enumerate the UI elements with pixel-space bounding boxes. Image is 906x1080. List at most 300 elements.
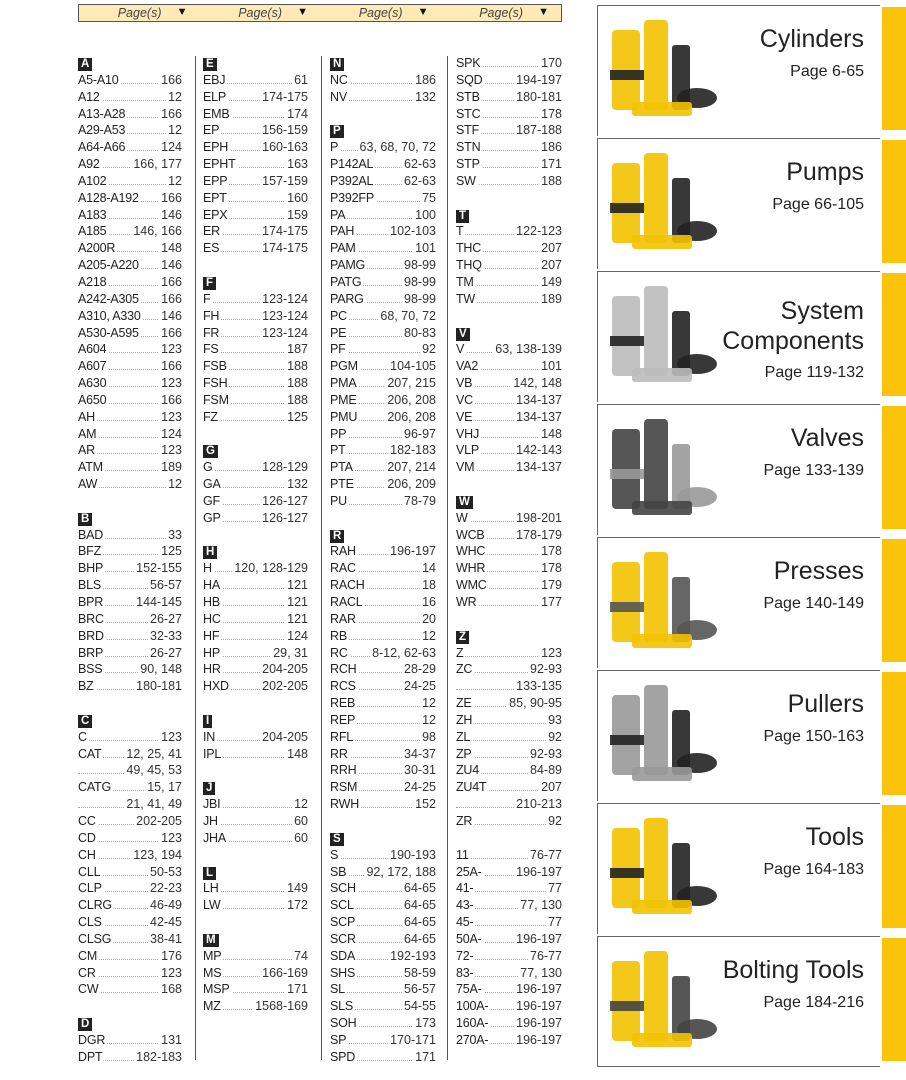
- index-entry[interactable]: [78, 527, 182, 544]
- index-entry[interactable]: [330, 678, 436, 695]
- page-reference: 170: [541, 56, 562, 70]
- index-entry[interactable]: [456, 560, 562, 577]
- index-entry[interactable]: [330, 948, 436, 965]
- index-entry[interactable]: [330, 291, 436, 308]
- index-entry[interactable]: [78, 207, 182, 224]
- category-panel[interactable]: [597, 5, 880, 136]
- index-entry[interactable]: [456, 139, 562, 156]
- section-letter-header: [78, 510, 182, 527]
- index-entry[interactable]: [203, 678, 308, 695]
- model-code: 45-: [456, 915, 474, 930]
- index-entry[interactable]: [78, 223, 182, 240]
- index-entry[interactable]: [456, 931, 562, 948]
- index-entry[interactable]: [456, 527, 562, 544]
- index-entry[interactable]: [330, 880, 436, 897]
- index-entry[interactable]: [456, 577, 562, 594]
- page-reference: 178: [541, 544, 562, 559]
- model-code: DPT: [78, 1049, 103, 1064]
- model-code: 50A-: [456, 931, 482, 946]
- index-entry[interactable]: [330, 375, 436, 392]
- index-entry[interactable]: [456, 729, 562, 746]
- index-entry[interactable]: [203, 746, 308, 763]
- index-entry[interactable]: [78, 577, 182, 594]
- index-entry[interactable]: [78, 426, 182, 443]
- index-entry[interactable]: [330, 779, 436, 796]
- index-entry[interactable]: [330, 695, 436, 712]
- index-entry[interactable]: [330, 645, 436, 662]
- model-code: REP: [330, 712, 356, 727]
- model-code: G: [203, 460, 213, 475]
- category-panel[interactable]: [597, 404, 880, 535]
- index-entry[interactable]: [203, 207, 308, 224]
- index-entry[interactable]: [456, 864, 562, 881]
- index-entry[interactable]: [456, 173, 562, 190]
- section-spacer: [456, 830, 562, 847]
- page-reference: 166: [161, 392, 182, 407]
- index-entry[interactable]: [78, 746, 182, 763]
- index-entry[interactable]: [203, 729, 308, 746]
- index-entry[interactable]: [78, 459, 182, 476]
- letter-badge: F: [203, 277, 216, 290]
- index-entry[interactable]: [203, 476, 308, 493]
- pullers-image: [602, 675, 722, 795]
- index-entry[interactable]: [330, 611, 436, 628]
- header-column-2: [200, 5, 321, 21]
- index-entry[interactable]: [203, 89, 308, 106]
- page-reference: 170-171: [390, 1032, 436, 1047]
- index-entry[interactable]: [203, 965, 308, 982]
- index-entry[interactable]: [330, 476, 436, 493]
- page-reference: 174-175: [262, 241, 308, 256]
- model-code: SDA: [330, 948, 356, 963]
- category-panel[interactable]: [597, 138, 880, 269]
- index-entry[interactable]: [330, 459, 436, 476]
- index-entry[interactable]: [456, 914, 562, 931]
- index-entry[interactable]: [456, 122, 562, 139]
- index-entry[interactable]: [78, 864, 182, 881]
- category-title-line: Bolting Tools: [722, 956, 864, 984]
- category-panel[interactable]: [597, 803, 880, 934]
- index-entry[interactable]: [78, 948, 182, 965]
- index-entry[interactable]: [456, 274, 562, 291]
- index-entry[interactable]: [456, 746, 562, 763]
- index-entry[interactable]: [456, 779, 562, 796]
- category-panel[interactable]: [597, 670, 880, 801]
- index-entry[interactable]: [78, 661, 182, 678]
- index-entry[interactable]: [78, 442, 182, 459]
- index-entry[interactable]: [456, 72, 562, 89]
- index-entry[interactable]: [78, 476, 182, 493]
- index-entry[interactable]: [456, 392, 562, 409]
- category-tab-marker[interactable]: [882, 273, 906, 396]
- index-entry[interactable]: [78, 139, 182, 156]
- index-entry[interactable]: [456, 678, 562, 695]
- index-entry[interactable]: [456, 89, 562, 106]
- index-entry[interactable]: [78, 611, 182, 628]
- page-reference: 166: [161, 359, 182, 374]
- letter-badge: R: [330, 530, 344, 543]
- index-entry[interactable]: [330, 392, 436, 409]
- index-entry[interactable]: [330, 274, 436, 291]
- index-entry[interactable]: [456, 981, 562, 998]
- index-entry[interactable]: [78, 796, 182, 813]
- page-reference: 163: [287, 157, 308, 172]
- index-entry[interactable]: [330, 223, 436, 240]
- model-code: LH: [203, 881, 219, 896]
- model-code: HB: [203, 595, 220, 609]
- index-entry[interactable]: [330, 661, 436, 678]
- index-entry[interactable]: [78, 156, 182, 173]
- index-entry[interactable]: [203, 645, 308, 662]
- category-title-line: System: [780, 297, 864, 325]
- index-entry[interactable]: [456, 543, 562, 560]
- index-entry[interactable]: [78, 358, 182, 375]
- index-entry[interactable]: [456, 998, 562, 1015]
- index-entry[interactable]: [203, 72, 308, 89]
- index-entry[interactable]: [330, 308, 436, 325]
- index-entry[interactable]: [330, 1049, 436, 1066]
- index-entry[interactable]: [456, 106, 562, 123]
- index-entry[interactable]: [203, 240, 308, 257]
- index-entry[interactable]: [203, 493, 308, 510]
- index-entry[interactable]: [78, 880, 182, 897]
- page-reference: 142, 148: [513, 376, 562, 391]
- index-entry[interactable]: [203, 813, 308, 830]
- index-entry[interactable]: [203, 510, 308, 527]
- category-tab-marker[interactable]: [882, 7, 906, 130]
- index-entry[interactable]: [78, 325, 182, 342]
- index-entry[interactable]: [456, 594, 562, 611]
- index-entry[interactable]: [456, 442, 562, 459]
- index-entry[interactable]: [78, 274, 182, 291]
- index-entry[interactable]: [330, 325, 436, 342]
- page-reference: 104-105: [390, 359, 436, 374]
- model-code: VA2: [456, 359, 479, 374]
- index-entry[interactable]: [78, 931, 182, 948]
- index-entry[interactable]: [330, 139, 436, 156]
- index-entry[interactable]: [456, 847, 562, 864]
- index-entry[interactable]: [330, 543, 436, 560]
- index-entry[interactable]: [203, 308, 308, 325]
- index-entry[interactable]: [78, 981, 182, 998]
- section-letter-header: [456, 628, 562, 645]
- index-entry[interactable]: [456, 948, 562, 965]
- index-entry[interactable]: [330, 442, 436, 459]
- index-entry[interactable]: [203, 325, 308, 342]
- page-reference: 92: [422, 342, 436, 357]
- index-entry[interactable]: [330, 965, 436, 982]
- section-spacer: [203, 847, 308, 864]
- column-divider: [321, 56, 322, 1060]
- model-code: AM: [78, 426, 97, 441]
- index-entry[interactable]: [330, 931, 436, 948]
- model-code: WHR: [456, 561, 486, 576]
- index-entry[interactable]: [330, 1032, 436, 1049]
- index-entry[interactable]: [78, 645, 182, 662]
- index-entry[interactable]: [78, 190, 182, 207]
- index-entry[interactable]: [330, 746, 436, 763]
- category-panel[interactable]: [597, 936, 880, 1067]
- model-code: SPK: [456, 56, 481, 70]
- page-reference: 101: [541, 359, 562, 374]
- index-entry[interactable]: [330, 1015, 436, 1032]
- index-entry[interactable]: [203, 628, 308, 645]
- index-entry[interactable]: [456, 712, 562, 729]
- page-reference: 144-145: [136, 595, 182, 609]
- index-entry[interactable]: [456, 426, 562, 443]
- index-entry[interactable]: [456, 645, 562, 662]
- index-entry[interactable]: [203, 291, 308, 308]
- index-entry[interactable]: [456, 695, 562, 712]
- index-entry[interactable]: [330, 358, 436, 375]
- triangle-down-icon: ▼: [417, 6, 429, 18]
- index-entry[interactable]: [203, 139, 308, 156]
- index-entry[interactable]: [203, 106, 308, 123]
- model-code: SOH: [330, 1016, 357, 1031]
- index-entry[interactable]: [78, 762, 182, 779]
- index-entry[interactable]: [78, 122, 182, 139]
- index-entry[interactable]: [78, 257, 182, 274]
- index-entry[interactable]: [203, 122, 308, 139]
- index-entry[interactable]: [330, 156, 436, 173]
- page-reference: 166: [161, 325, 182, 340]
- presses-image: [602, 542, 722, 662]
- section-spacer: [78, 493, 182, 510]
- letter-badge: S: [330, 833, 344, 846]
- section-spacer: [456, 190, 562, 207]
- index-entry[interactable]: [78, 543, 182, 560]
- index-entry[interactable]: [78, 897, 182, 914]
- index-entry[interactable]: [330, 729, 436, 746]
- category-tab-marker[interactable]: [882, 406, 906, 529]
- index-entry[interactable]: [456, 813, 562, 830]
- category-tab-marker[interactable]: [882, 140, 906, 263]
- category-title-line: Tools: [805, 823, 864, 851]
- index-entry[interactable]: [456, 291, 562, 308]
- page-reference: 157-159: [262, 173, 308, 188]
- index-entry[interactable]: [330, 72, 436, 89]
- index-entry[interactable]: [203, 459, 308, 476]
- index-entry[interactable]: [456, 897, 562, 914]
- page-reference: 194-197: [516, 72, 562, 87]
- index-entry[interactable]: [456, 341, 562, 358]
- page-reference: 132: [287, 477, 308, 492]
- index-entry[interactable]: [78, 729, 182, 746]
- index-entry[interactable]: [78, 560, 182, 577]
- model-code: AW: [78, 477, 98, 492]
- index-entry[interactable]: [78, 847, 182, 864]
- model-code: BSS: [78, 662, 103, 677]
- index-entry[interactable]: [330, 914, 436, 931]
- model-code: STP: [456, 157, 480, 172]
- index-entry[interactable]: [78, 779, 182, 796]
- index-entry[interactable]: [330, 762, 436, 779]
- model-code: PME: [330, 392, 357, 407]
- index-entry[interactable]: [203, 190, 308, 207]
- index-entry[interactable]: [330, 981, 436, 998]
- model-code: CR: [78, 965, 96, 980]
- index-entry[interactable]: [78, 628, 182, 645]
- model-code: 43-: [456, 898, 474, 913]
- letter-badge: Z: [456, 631, 469, 644]
- category-panel[interactable]: [597, 537, 880, 668]
- index-entry[interactable]: [203, 358, 308, 375]
- index-entry[interactable]: [203, 173, 308, 190]
- category-tab-marker[interactable]: [882, 805, 906, 928]
- index-entry[interactable]: [203, 594, 308, 611]
- index-entry[interactable]: [330, 847, 436, 864]
- index-entry[interactable]: [456, 409, 562, 426]
- index-entry[interactable]: [203, 223, 308, 240]
- index-entry[interactable]: [330, 207, 436, 224]
- index-entry[interactable]: [203, 948, 308, 965]
- index-entry[interactable]: [203, 830, 308, 847]
- page-reference: 74: [294, 948, 308, 963]
- index-entry[interactable]: [330, 628, 436, 645]
- index-entry[interactable]: [456, 762, 562, 779]
- model-code: IN: [203, 729, 216, 744]
- index-entry[interactable]: [203, 880, 308, 897]
- index-entry[interactable]: [456, 223, 562, 240]
- index-entry[interactable]: [203, 560, 308, 577]
- index-entry[interactable]: [203, 981, 308, 998]
- page-reference: 126-127: [262, 510, 308, 525]
- index-entry[interactable]: [330, 594, 436, 611]
- model-code: BAD: [78, 527, 104, 542]
- page-reference: 131: [161, 1032, 182, 1047]
- category-tab-marker[interactable]: [882, 672, 906, 795]
- index-entry[interactable]: [78, 72, 182, 89]
- page-reference: 123: [161, 376, 182, 391]
- index-entry[interactable]: [330, 426, 436, 443]
- index-entry[interactable]: [78, 173, 182, 190]
- index-entry[interactable]: [456, 156, 562, 173]
- index-entry[interactable]: [78, 308, 182, 325]
- page-reference: 126-127: [262, 493, 308, 508]
- index-entry[interactable]: [330, 493, 436, 510]
- index-entry[interactable]: [330, 409, 436, 426]
- index-entry[interactable]: [330, 257, 436, 274]
- letter-badge: W: [456, 496, 473, 509]
- index-entry[interactable]: [78, 409, 182, 426]
- index-entry[interactable]: [78, 965, 182, 982]
- index-entry[interactable]: [78, 830, 182, 847]
- model-code: BRP: [78, 645, 104, 660]
- index-entry[interactable]: [78, 594, 182, 611]
- index-entry[interactable]: [456, 661, 562, 678]
- page-reference: 98-99: [404, 258, 436, 273]
- index-entry[interactable]: [456, 1032, 562, 1049]
- model-code: JH: [203, 813, 218, 828]
- index-entry[interactable]: [330, 897, 436, 914]
- model-code: ZE: [456, 696, 472, 711]
- page-reference: 77: [548, 915, 562, 930]
- page-reference: 123: [161, 729, 182, 744]
- index-entry[interactable]: [78, 914, 182, 931]
- index-entry[interactable]: [330, 560, 436, 577]
- index-entry[interactable]: [203, 392, 308, 409]
- index-entry[interactable]: [330, 998, 436, 1015]
- index-entry[interactable]: [78, 678, 182, 695]
- index-entry[interactable]: [456, 358, 562, 375]
- index-entry[interactable]: [78, 1049, 182, 1066]
- index-entry[interactable]: [203, 577, 308, 594]
- category-panel[interactable]: [597, 271, 880, 402]
- index-entry[interactable]: [78, 341, 182, 358]
- index-entry[interactable]: [203, 796, 308, 813]
- index-entry[interactable]: [330, 577, 436, 594]
- index-entry[interactable]: [456, 965, 562, 982]
- page-reference: 174-175: [262, 89, 308, 104]
- index-entry[interactable]: [330, 173, 436, 190]
- index-entry[interactable]: [203, 341, 308, 358]
- index-entry[interactable]: [78, 106, 182, 123]
- index-entry[interactable]: [456, 796, 562, 813]
- model-code: DGR: [78, 1032, 106, 1047]
- index-entry[interactable]: [330, 240, 436, 257]
- page-reference: 207, 214: [387, 460, 436, 475]
- index-entry[interactable]: [330, 864, 436, 881]
- index-entry[interactable]: [456, 375, 562, 392]
- model-code: EP: [203, 123, 220, 138]
- index-entry[interactable]: [203, 375, 308, 392]
- index-entry[interactable]: [456, 880, 562, 897]
- index-entry[interactable]: [456, 257, 562, 274]
- page-reference: 98-99: [404, 291, 436, 306]
- index-entry[interactable]: [203, 409, 308, 426]
- model-code: PGM: [330, 359, 358, 374]
- index-entry[interactable]: [203, 661, 308, 678]
- page-reference: 180-181: [516, 89, 562, 104]
- category-tab-marker[interactable]: [882, 539, 906, 662]
- index-entry[interactable]: [456, 510, 562, 527]
- page-reference: 171: [541, 157, 562, 172]
- letter-badge: I: [203, 715, 212, 728]
- model-code: VHJ: [456, 426, 480, 441]
- page-reference: 75: [422, 190, 436, 205]
- index-entry[interactable]: [456, 240, 562, 257]
- index-entry[interactable]: [330, 712, 436, 729]
- index-entry[interactable]: [456, 459, 562, 476]
- index-entry[interactable]: [203, 611, 308, 628]
- page-reference: 28-29: [404, 662, 436, 677]
- index-entry[interactable]: [456, 1015, 562, 1032]
- model-code: THQ: [456, 258, 482, 273]
- page-reference: 146, 166: [133, 224, 182, 239]
- index-entry[interactable]: [330, 190, 436, 207]
- index-entry[interactable]: [78, 240, 182, 257]
- model-code: CC: [78, 813, 96, 828]
- index-entry[interactable]: [203, 156, 308, 173]
- index-entry[interactable]: [78, 89, 182, 106]
- index-entry[interactable]: [78, 392, 182, 409]
- category-tab-marker[interactable]: [882, 938, 906, 1061]
- model-code: A200R: [78, 241, 116, 256]
- index-entry[interactable]: [78, 1032, 182, 1049]
- index-entry[interactable]: [330, 89, 436, 106]
- index-entry[interactable]: [78, 291, 182, 308]
- index-entry[interactable]: [330, 796, 436, 813]
- index-entry[interactable]: [203, 897, 308, 914]
- category-title: [791, 423, 864, 453]
- category-title-line: Presses: [773, 557, 864, 585]
- model-code: ZP: [456, 746, 472, 761]
- index-entry[interactable]: [330, 341, 436, 358]
- index-entry[interactable]: [78, 813, 182, 830]
- index-entry[interactable]: [78, 375, 182, 392]
- index-entry[interactable]: [203, 998, 308, 1015]
- index-entry[interactable]: [456, 55, 562, 72]
